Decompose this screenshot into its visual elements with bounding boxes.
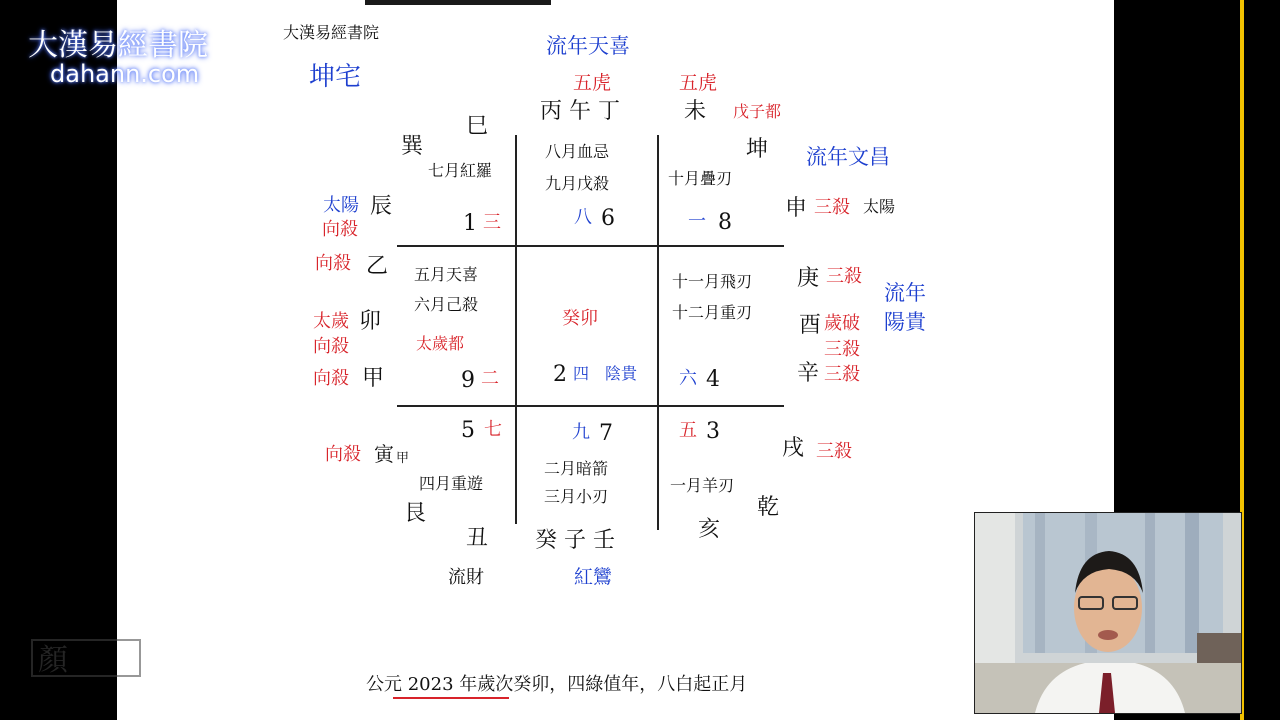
yin: 寅 — [374, 442, 394, 466]
footer-underline — [393, 697, 509, 699]
chen: 辰 — [370, 194, 393, 219]
cell-c-num: 2 — [553, 362, 567, 387]
cell-e-note2: 十二月重刃 — [672, 303, 753, 322]
cell-ne-note: 十月疊刃 — [668, 169, 733, 188]
hai: 亥 — [698, 517, 721, 542]
grid-line-h2 — [397, 405, 784, 407]
school-name: 大漢易經書院 — [283, 23, 380, 42]
cell-e-num: 4 — [706, 367, 720, 392]
webcam-overlay — [974, 512, 1242, 714]
qian: 乾 — [757, 495, 780, 520]
cell-w-star: 二 — [481, 368, 499, 389]
liunian-wenchang: 流年文昌 — [806, 145, 890, 169]
cell-e-note1: 十一月飛刃 — [672, 272, 753, 291]
cell-w-note3: 太歲都 — [416, 334, 465, 353]
sansha-geng: 三殺 — [826, 266, 862, 287]
cell-sw-num: 5 — [461, 418, 475, 443]
grid-line-h1 — [397, 245, 784, 247]
cell-nw-note: 七月紅羅 — [428, 161, 493, 180]
cell-c-title: 癸卯 — [562, 308, 598, 329]
cell-w-num: 9 — [461, 368, 475, 393]
jia: 甲 — [362, 366, 385, 391]
hongluan: 紅鸞 — [574, 566, 613, 588]
chou: 丑 — [466, 526, 489, 551]
xiangsha-chen: 向殺 — [322, 219, 358, 240]
xiangsha-yi: 向殺 — [315, 253, 351, 274]
cell-s-note2: 三月小刃 — [544, 487, 609, 506]
xu: 戌 — [782, 436, 805, 461]
liucai: 流財 — [448, 567, 484, 588]
taiyang-left: 太陽 — [323, 195, 359, 216]
house-title: 坤宅 — [309, 62, 362, 92]
taiyang-right: 太陽 — [863, 197, 896, 216]
cell-se-star: 五 — [679, 420, 697, 441]
svg-text:顏: 顏 — [38, 643, 68, 678]
kun: 坤 — [746, 137, 769, 162]
bing-wu-ding: 丙 午 丁 — [540, 99, 620, 124]
cell-c-star: 四 — [573, 364, 590, 383]
suipo: 歲破 — [824, 313, 860, 334]
cell-n-note2: 九月戊殺 — [545, 174, 610, 193]
xiangsha-mao: 向殺 — [313, 336, 349, 357]
logo-text: 大漢易經書院 — [28, 28, 208, 63]
cell-n-star: 八 — [574, 207, 592, 228]
shen: 申 — [785, 196, 808, 221]
cell-ne-num: 8 — [718, 210, 732, 235]
gen: 艮 — [404, 501, 427, 526]
top-bar — [365, 0, 551, 5]
footer-text: 年歲次癸卯，四綠值年，八白起正月 — [459, 674, 748, 695]
cell-n-num: 6 — [601, 206, 615, 231]
watermark-seal — [30, 636, 142, 680]
sansha-you: 三殺 — [824, 339, 860, 360]
cell-w-note1: 五月天喜 — [414, 265, 479, 284]
yin-jia: 甲 — [396, 451, 410, 466]
cell-n-note1: 八月血忌 — [545, 142, 610, 161]
cell-sw-note: 四月重遊 — [419, 474, 484, 493]
gui-zi-ren: 癸 子 壬 — [535, 528, 615, 553]
sansha-xu: 三殺 — [816, 441, 852, 462]
wuhu-right: 五虎 — [679, 72, 718, 94]
cell-se-note: 一月羊刃 — [670, 476, 735, 495]
xun: 巽 — [401, 134, 424, 159]
you: 酉 — [799, 313, 822, 338]
grid-line-v1 — [515, 135, 517, 524]
yi: 乙 — [366, 254, 389, 279]
xin: 辛 — [797, 361, 820, 386]
sansha-xin: 三殺 — [824, 364, 860, 385]
cell-w-note2: 六月己殺 — [414, 295, 479, 314]
xiangsha-yin: 向殺 — [325, 444, 361, 465]
geng: 庚 — [797, 266, 820, 291]
liunian-tianxi: 流年天喜 — [546, 34, 630, 58]
wei: 未 — [684, 99, 707, 124]
logo-url: dahann.com — [50, 60, 200, 88]
taisui-mao: 太歲 — [313, 311, 349, 332]
cell-nw-num: 1 — [463, 211, 477, 236]
wuzi-du: 戊子都 — [733, 102, 782, 121]
cell-c-extra: 陰貴 — [605, 364, 638, 383]
cell-sw-star: 七 — [484, 419, 502, 440]
cell-s-note1: 二月暗箭 — [544, 459, 609, 478]
cell-nw-star: 三 — [483, 212, 501, 233]
cell-e-star: 六 — [679, 368, 697, 389]
presenter-video — [975, 513, 1241, 713]
xiangsha-jia: 向殺 — [313, 368, 349, 389]
sansha-shen: 三殺 — [814, 197, 850, 218]
cell-ne-star: 一 — [688, 211, 706, 232]
mao: 卯 — [359, 309, 382, 334]
wuhu-left: 五虎 — [573, 72, 612, 94]
footer-prefix: 公元 — [366, 674, 402, 695]
cell-s-star: 九 — [572, 422, 590, 443]
liunian-yanggui-1: 流年 — [884, 281, 926, 305]
footer-year: 2023 — [407, 674, 454, 695]
cell-s-num: 7 — [599, 421, 613, 446]
grid-line-v2 — [657, 135, 659, 530]
footer-caption — [366, 676, 747, 694]
si: 巳 — [466, 114, 489, 139]
cell-se-num: 3 — [706, 419, 720, 444]
liunian-yanggui-2: 陽貴 — [884, 310, 926, 334]
